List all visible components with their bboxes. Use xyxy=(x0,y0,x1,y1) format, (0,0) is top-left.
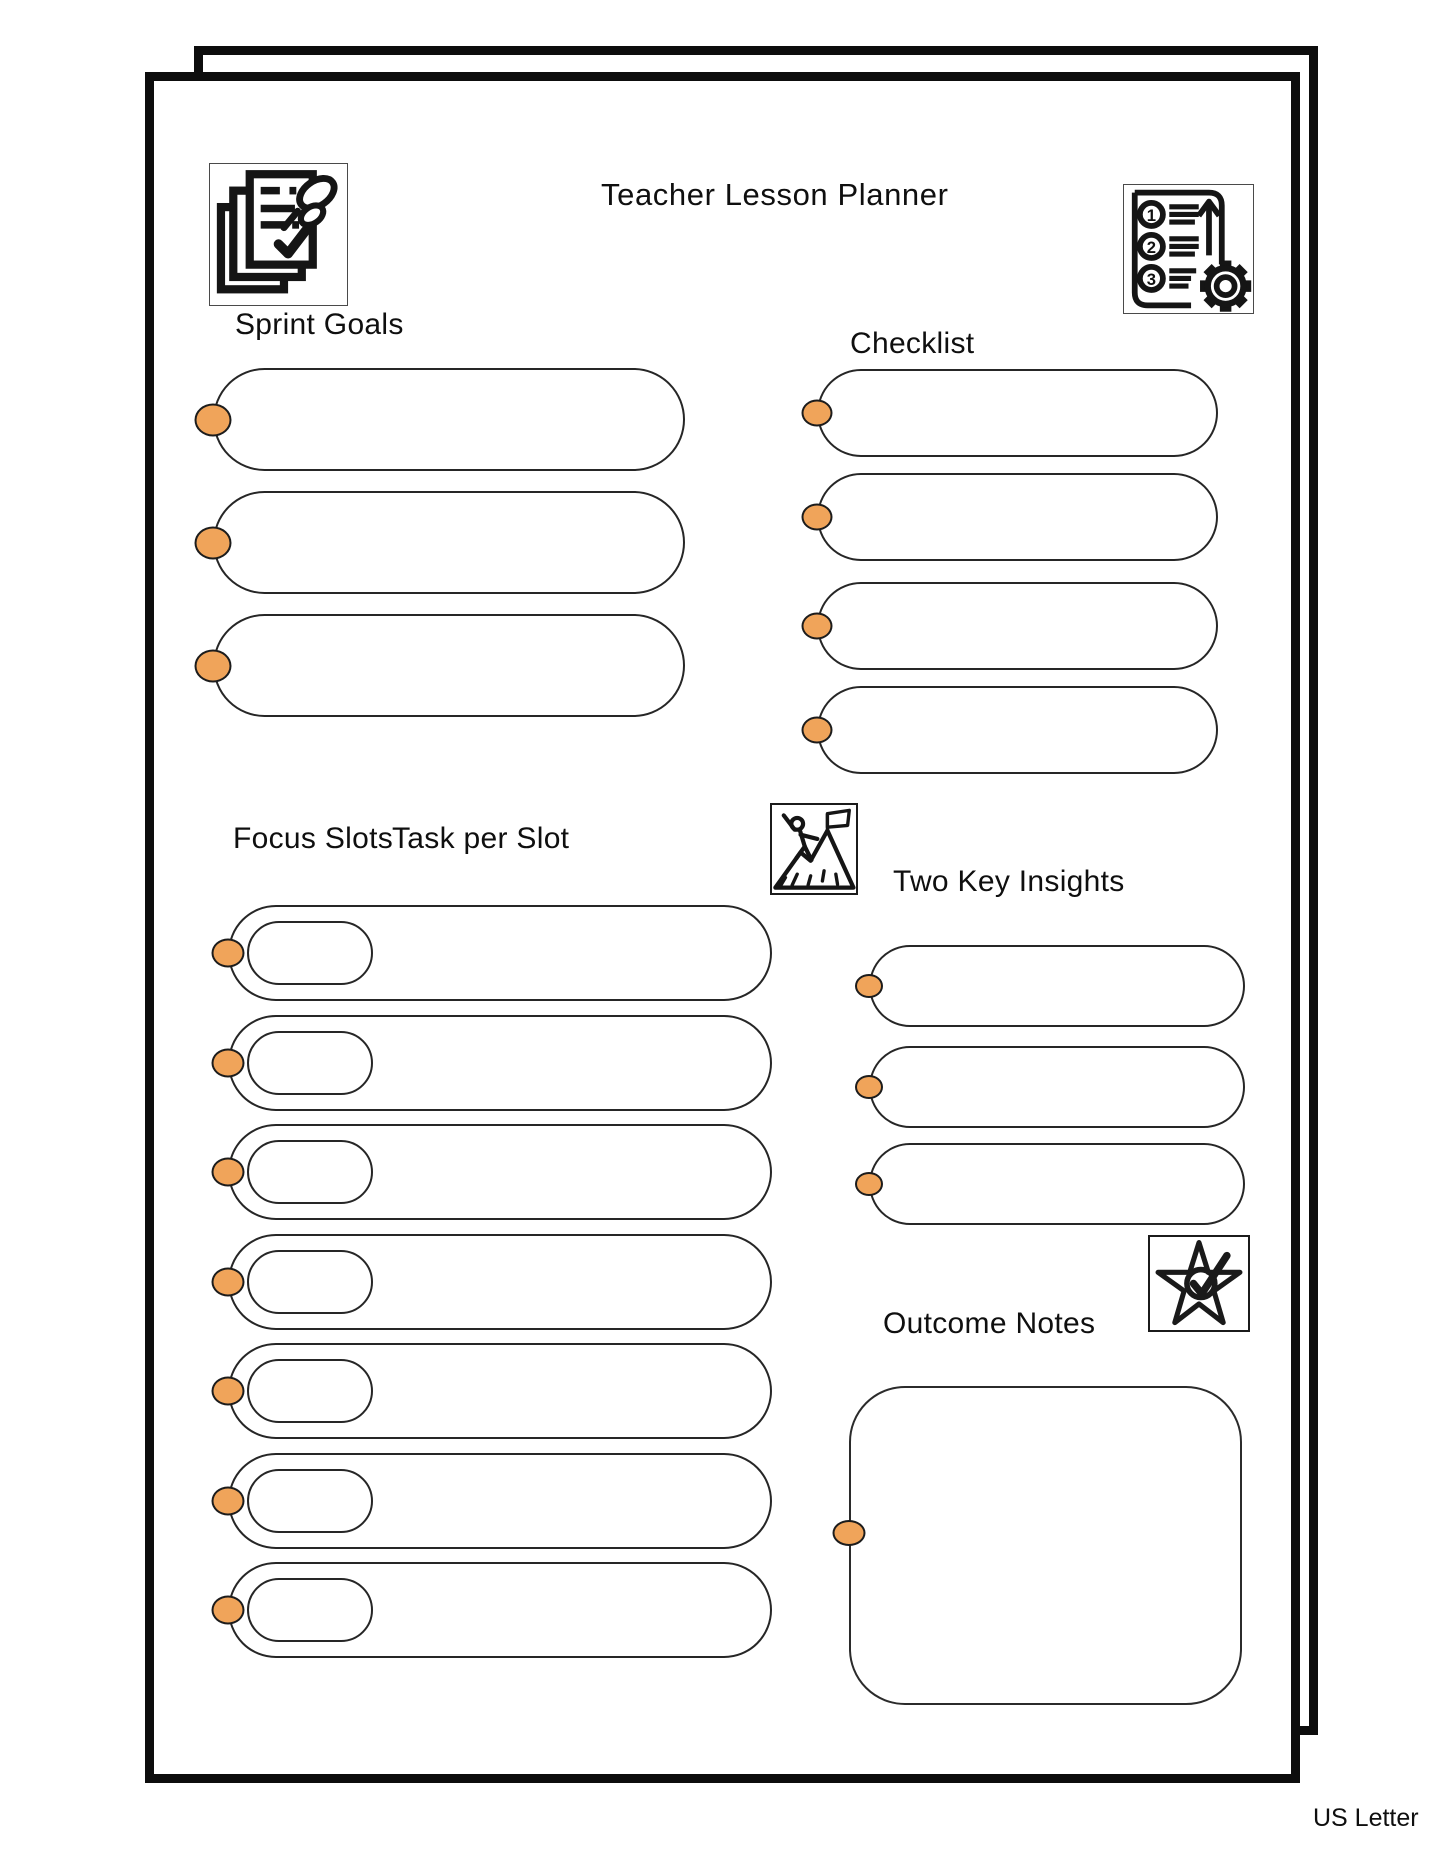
bullet-dot xyxy=(855,1075,883,1099)
outcome-notes-label: Outcome Notes xyxy=(883,1307,1096,1340)
task-per-slot-label: Task per Slot xyxy=(392,822,570,855)
bullet-dot xyxy=(212,1487,245,1516)
focus-slot-inner-pill[interactable] xyxy=(247,921,373,985)
star-check-icon-art xyxy=(1150,1237,1248,1330)
focus-slot-inner-pill[interactable] xyxy=(247,1469,373,1533)
bullet-dot xyxy=(195,403,232,436)
focus-slot-inner-pill[interactable] xyxy=(247,1250,373,1314)
step-number-3: 3 xyxy=(1146,269,1157,289)
bullet-dot xyxy=(212,1268,245,1297)
focus-slot-inner-pill[interactable] xyxy=(247,1578,373,1642)
checklist-slot[interactable] xyxy=(817,473,1218,561)
bullet-dot xyxy=(833,1520,866,1546)
sprint-goal-slot[interactable] xyxy=(213,614,685,717)
focus-slots-label: Focus Slots xyxy=(233,822,394,855)
page-title: Teacher Lesson Planner xyxy=(601,177,949,212)
checklist-label: Checklist xyxy=(850,327,975,360)
sprint-goals-label: Sprint Goals xyxy=(235,308,404,341)
checklist-slot[interactable] xyxy=(817,582,1218,670)
bullet-dot xyxy=(855,974,883,998)
paper-size-note: US Letter xyxy=(1313,1804,1419,1832)
memo-pin-icon xyxy=(209,163,348,306)
bullet-dot xyxy=(802,400,833,427)
checklist-slot[interactable] xyxy=(817,369,1218,457)
bullet-dot xyxy=(212,939,245,968)
sprint-goal-slot[interactable] xyxy=(213,491,685,594)
bullet-dot xyxy=(212,1158,245,1187)
star-check-icon xyxy=(1148,1235,1250,1332)
step-number-2: 2 xyxy=(1146,237,1157,257)
step-number-1: 1 xyxy=(1146,205,1157,225)
mountain-flag-icon xyxy=(770,803,858,895)
numbered-list-gear-icon xyxy=(1123,184,1254,314)
bullet-dot xyxy=(802,504,833,531)
insight-slot[interactable] xyxy=(869,1046,1245,1128)
two-key-insights-label: Two Key Insights xyxy=(893,865,1125,898)
bullet-dot xyxy=(855,1172,883,1196)
bullet-dot xyxy=(212,1596,245,1625)
focus-slot-inner-pill[interactable] xyxy=(247,1031,373,1095)
checklist-slot[interactable] xyxy=(817,686,1218,774)
bullet-dot xyxy=(212,1377,245,1406)
bullet-dot xyxy=(802,717,833,744)
bullet-dot xyxy=(195,649,232,682)
insight-slot[interactable] xyxy=(869,1143,1245,1225)
mountain-flag-icon-art xyxy=(772,805,856,893)
outcome-notes-box[interactable] xyxy=(849,1386,1242,1705)
bullet-dot xyxy=(212,1049,245,1078)
gear-glyph xyxy=(1200,261,1251,312)
climber-figure xyxy=(784,815,818,860)
sprint-goal-slot[interactable] xyxy=(213,368,685,471)
memo-pin-icon-art xyxy=(210,164,347,305)
bullet-dot xyxy=(195,526,232,559)
focus-slot-inner-pill[interactable] xyxy=(247,1359,373,1423)
focus-slot-inner-pill[interactable] xyxy=(247,1140,373,1204)
bullet-dot xyxy=(802,613,833,640)
insight-slot[interactable] xyxy=(869,945,1245,1027)
numbered-list-gear-icon-art xyxy=(1124,185,1253,313)
